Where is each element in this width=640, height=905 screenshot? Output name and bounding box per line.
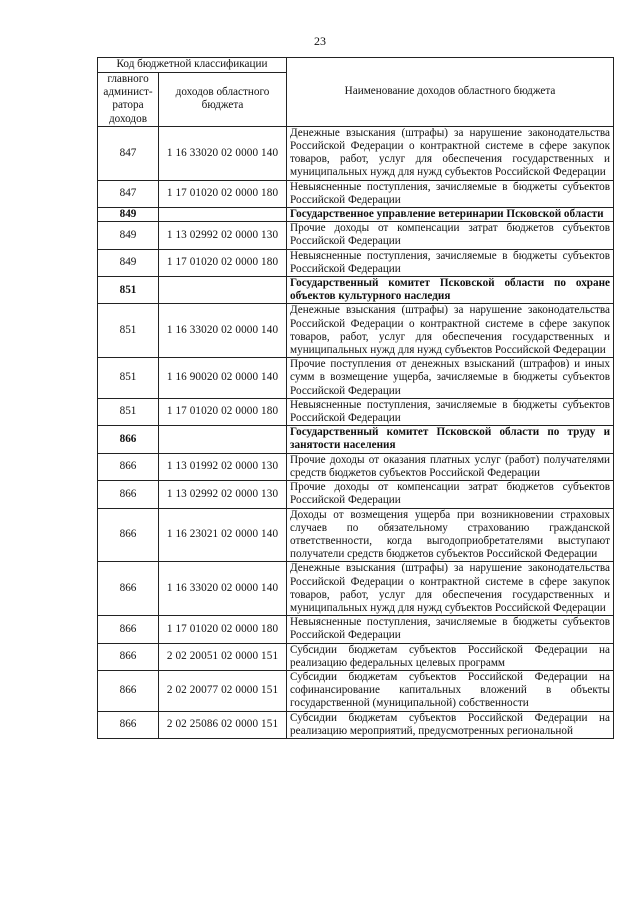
cell-admin-code: 851 — [98, 304, 159, 358]
budget-classification-table — [97, 57, 614, 739]
page-number: 23 — [314, 34, 326, 48]
cell-income-code: 1 17 01020 02 0000 180 — [159, 398, 287, 425]
table-row — [98, 670, 614, 711]
cell-admin-code: 866 — [98, 453, 159, 480]
cell-income-name: Государственный комитет Псковской области по труду и занятости населения — [287, 426, 614, 453]
table-row-administrator — [98, 277, 614, 304]
table-row — [98, 180, 614, 207]
cell-income-code: 1 16 33020 02 0000 140 — [159, 562, 287, 616]
cell-admin-code: 851 — [98, 358, 159, 399]
cell-income-name: Невыясненные поступления, зачисляемые в бюджеты субъектов Российской Федерации — [287, 180, 614, 207]
cell-income-code: 1 17 01020 02 0000 180 — [159, 616, 287, 643]
table-row — [98, 304, 614, 358]
cell-admin-code: 849 — [98, 208, 159, 222]
cell-income-name: Невыясненные поступления, зачисляемые в бюджеты субъектов Российской Федерации — [287, 616, 614, 643]
cell-admin-code: 851 — [98, 277, 159, 304]
table-row-administrator — [98, 208, 614, 222]
cell-income-name: Субсидии бюджетам субъектов Российской Федерации на реализацию мероприятий, предусмотренных региональной — [287, 711, 614, 738]
header-income-name: Наименование доходов областного бюджета — [287, 58, 614, 127]
cell-income-code: 2 02 20077 02 0000 151 — [159, 670, 287, 711]
cell-income-code — [159, 426, 287, 453]
cell-admin-code: 866 — [98, 426, 159, 453]
cell-admin-code: 866 — [98, 643, 159, 670]
cell-income-name: Прочие доходы от оказания платных услуг (работ) получателями средств бюджетов субъектов Российской Федерации — [287, 453, 614, 480]
cell-admin-code: 866 — [98, 481, 159, 508]
cell-income-code: 1 16 33020 02 0000 140 — [159, 304, 287, 358]
header-admin-code: главного админист-ратора доходов — [98, 73, 159, 127]
cell-income-name: Прочие доходы от компенсации затрат бюджетов субъектов Российской Федерации — [287, 481, 614, 508]
cell-income-code: 1 13 01992 02 0000 130 — [159, 453, 287, 480]
cell-admin-code: 866 — [98, 508, 159, 562]
table-row — [98, 711, 614, 738]
cell-income-name: Денежные взыскания (штрафы) за нарушение законодательства Российской Федерации о контрактной системе в сфере закупок товаров, работ, услуг для обеспечения государственных и муниципальных нужд для нужд субъектов Российской Федерации — [287, 126, 614, 180]
table-row — [98, 616, 614, 643]
cell-income-code: 2 02 20051 02 0000 151 — [159, 643, 287, 670]
table-row — [98, 126, 614, 180]
cell-admin-code: 866 — [98, 711, 159, 738]
cell-income-name: Прочие доходы от компенсации затрат бюджетов субъектов Российской Федерации — [287, 222, 614, 249]
table-row — [98, 453, 614, 480]
cell-income-name: Государственное управление ветеринарии Псковской области — [287, 208, 614, 222]
table-row — [98, 249, 614, 276]
cell-income-code: 1 13 02992 02 0000 130 — [159, 481, 287, 508]
cell-income-name: Государственный комитет Псковской области по охране объектов культурного наследия — [287, 277, 614, 304]
cell-income-code — [159, 277, 287, 304]
cell-income-name: Доходы от возмещения ущерба при возникновении страховых случаев по обязательному страхованию гражданской ответственности, когда выгодоприобретателями выступают получатели средств бюджетов субъектов Российской Федерации — [287, 508, 614, 562]
cell-income-code: 1 17 01020 02 0000 180 — [159, 180, 287, 207]
cell-admin-code: 849 — [98, 249, 159, 276]
cell-income-code: 1 17 01020 02 0000 180 — [159, 249, 287, 276]
cell-income-code: 2 02 25086 02 0000 151 — [159, 711, 287, 738]
cell-admin-code: 851 — [98, 398, 159, 425]
cell-income-name: Субсидии бюджетам субъектов Российской Федерации на софинансирование капитальных вложений в объекты государственной (муниципальной) собственности — [287, 670, 614, 711]
cell-admin-code: 847 — [98, 180, 159, 207]
cell-admin-code: 847 — [98, 126, 159, 180]
cell-admin-code: 866 — [98, 670, 159, 711]
header-income-code: доходов областного бюджета — [159, 73, 287, 127]
cell-income-code: 1 16 33020 02 0000 140 — [159, 126, 287, 180]
table-row — [98, 508, 614, 562]
cell-income-code — [159, 208, 287, 222]
cell-income-code: 1 13 02992 02 0000 130 — [159, 222, 287, 249]
cell-income-name: Денежные взыскания (штрафы) за нарушение законодательства Российской Федерации о контрактной системе в сфере закупок товаров, работ, услуг для обеспечения государственных и муниципальных нужд для нужд субъектов Российской Федерации — [287, 562, 614, 616]
table-row — [98, 562, 614, 616]
cell-income-code: 1 16 23021 02 0000 140 — [159, 508, 287, 562]
cell-admin-code: 866 — [98, 562, 159, 616]
table-body — [98, 126, 614, 738]
table-row — [98, 481, 614, 508]
cell-income-name: Прочие поступления от денежных взысканий (штрафов) и иных сумм в возмещение ущерба, зачисляемые в бюджеты субъектов Российской Федерации — [287, 358, 614, 399]
table-row — [98, 222, 614, 249]
table-row-administrator — [98, 426, 614, 453]
cell-admin-code: 849 — [98, 222, 159, 249]
cell-income-code: 1 16 90020 02 0000 140 — [159, 358, 287, 399]
table-row — [98, 398, 614, 425]
header-classification-code: Код бюджетной классификации — [98, 58, 287, 73]
cell-admin-code: 866 — [98, 616, 159, 643]
cell-income-name: Денежные взыскания (штрафы) за нарушение законодательства Российской Федерации о контрактной системе в сфере закупок товаров, работ, услуг для обеспечения государственных и муниципальных нужд для нужд субъектов Российской Федерации — [287, 304, 614, 358]
cell-income-name: Субсидии бюджетам субъектов Российской Федерации на реализацию федеральных целевых программ — [287, 643, 614, 670]
cell-income-name: Невыясненные поступления, зачисляемые в бюджеты субъектов Российской Федерации — [287, 249, 614, 276]
table-row — [98, 358, 614, 399]
table-row — [98, 643, 614, 670]
cell-income-name: Невыясненные поступления, зачисляемые в бюджеты субъектов Российской Федерации — [287, 398, 614, 425]
